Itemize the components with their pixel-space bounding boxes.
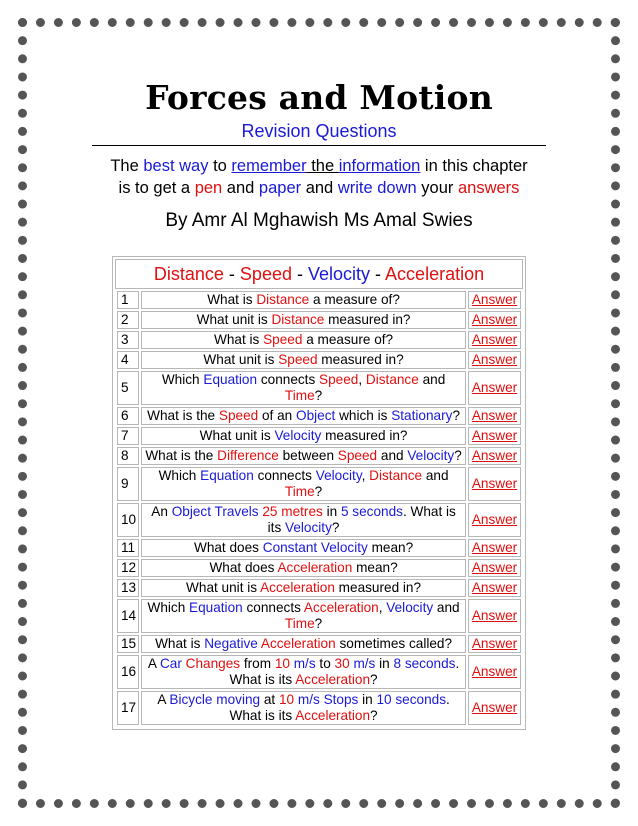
- question-row: [117, 407, 521, 425]
- text-segment: pen: [194, 179, 223, 197]
- question-text: [141, 351, 466, 369]
- text-segment: ?: [314, 616, 323, 631]
- text-segment: Speed: [337, 448, 378, 463]
- text-segment: Velocity: [307, 264, 371, 284]
- text-segment: 25 metres: [262, 504, 323, 519]
- text-segment: measured in?: [321, 428, 408, 443]
- text-segment: m/s: [297, 692, 320, 707]
- text-segment: ?: [314, 484, 323, 499]
- question-text: [141, 427, 466, 445]
- question-number: 16: [117, 655, 139, 689]
- question-row: [117, 655, 521, 689]
- text-segment: of an: [258, 408, 297, 423]
- text-segment: Equation: [203, 372, 258, 387]
- text-segment: Distance: [256, 292, 310, 307]
- question-text: [141, 447, 466, 465]
- question-row: [117, 539, 521, 557]
- text-segment: a measure of?: [302, 332, 394, 347]
- answer-link[interactable]: Answer: [468, 599, 521, 633]
- text-segment: measured in?: [324, 312, 411, 327]
- text-segment: best way: [143, 157, 209, 175]
- question-text: [141, 635, 466, 653]
- question-text: [141, 655, 466, 689]
- text-segment: Car: [159, 656, 182, 671]
- answer-link[interactable]: Answer: [468, 691, 521, 725]
- title-divider: [92, 145, 546, 146]
- text-segment: connects: [242, 600, 304, 615]
- text-segment: and: [377, 448, 408, 463]
- question-text: [141, 371, 466, 405]
- question-number: 15: [117, 635, 139, 653]
- question-row: [117, 579, 521, 597]
- text-segment: -: [223, 264, 240, 284]
- question-number: 7: [117, 427, 139, 445]
- text-segment: Acceleration: [260, 636, 336, 651]
- text-segment: What unit is: [196, 312, 272, 327]
- text-segment: mean?: [367, 540, 414, 555]
- text-segment: -: [291, 264, 308, 284]
- text-segment: Which: [161, 372, 204, 387]
- question-text: [141, 691, 466, 725]
- text-segment: 10: [278, 692, 295, 707]
- text-segment: ?: [331, 520, 340, 535]
- question-text: [141, 539, 466, 557]
- text-segment: connects: [253, 468, 316, 483]
- intro-line-1: [60, 155, 578, 177]
- text-segment: ?: [452, 408, 460, 423]
- text-segment: Equation: [200, 468, 254, 483]
- text-segment: from: [240, 656, 275, 671]
- answer-link[interactable]: Answer: [468, 467, 521, 501]
- question-number: 14: [117, 599, 139, 633]
- text-segment: 8 seconds: [393, 656, 456, 671]
- text-segment: ?: [454, 448, 462, 463]
- question-number: 4: [117, 351, 139, 369]
- text-segment: Velocity: [386, 600, 434, 615]
- text-segment: Acceleration: [295, 708, 371, 723]
- text-segment: your: [416, 179, 458, 197]
- text-segment: which is: [335, 408, 392, 423]
- text-segment: Time: [284, 388, 315, 403]
- text-segment: What does: [193, 540, 263, 555]
- text-segment: Acceleration: [303, 600, 379, 615]
- text-segment: Distance: [153, 264, 224, 284]
- text-segment: information: [338, 157, 421, 175]
- question-number: 11: [117, 539, 139, 557]
- text-segment: Distance: [271, 312, 325, 327]
- question-number: 17: [117, 691, 139, 725]
- text-segment: 10: [274, 656, 290, 671]
- answer-link[interactable]: Answer: [468, 559, 521, 577]
- text-segment: What is the: [145, 448, 218, 463]
- answer-link[interactable]: Answer: [468, 351, 521, 369]
- question-row: [117, 427, 521, 445]
- text-segment: Which: [158, 468, 201, 483]
- text-segment: connects: [257, 372, 320, 387]
- text-segment: and: [222, 179, 259, 197]
- text-segment: ?: [370, 672, 378, 687]
- text-segment: Stops: [323, 692, 359, 707]
- text-segment: Acceleration: [260, 580, 335, 595]
- text-segment: Negative: [204, 636, 258, 651]
- question-number: 3: [117, 331, 139, 349]
- question-text: [141, 407, 466, 425]
- text-segment: measured in?: [317, 352, 404, 367]
- text-segment: Which: [147, 600, 190, 615]
- question-row: [117, 635, 521, 653]
- text-segment: Distance: [369, 468, 423, 483]
- text-segment: 30: [334, 656, 350, 671]
- text-segment: Object: [171, 504, 211, 519]
- answer-link[interactable]: Answer: [468, 427, 521, 445]
- text-segment: Time: [284, 616, 315, 631]
- answer-link[interactable]: Answer: [468, 503, 521, 537]
- text-segment: What unit is: [203, 352, 279, 367]
- question-text: [141, 311, 466, 329]
- text-segment: -: [370, 264, 386, 284]
- text-segment: measured in?: [334, 580, 422, 595]
- text-segment: mean?: [352, 560, 398, 575]
- question-text: [141, 579, 466, 597]
- answer-link[interactable]: Answer: [468, 579, 521, 597]
- question-number: 12: [117, 559, 139, 577]
- text-segment: . What is its: [267, 504, 456, 535]
- text-segment: Velocity: [285, 520, 332, 535]
- answer-link[interactable]: Answer: [468, 635, 521, 653]
- text-segment: Distance: [365, 372, 419, 387]
- text-segment: What unit is: [186, 580, 261, 595]
- text-segment: sometimes called?: [335, 636, 453, 651]
- question-number: 2: [117, 311, 139, 329]
- answer-link[interactable]: Answer: [468, 539, 521, 557]
- question-text: [141, 331, 466, 349]
- question-row: [117, 691, 521, 725]
- table-header: [115, 259, 523, 289]
- answer-link[interactable]: Answer: [468, 655, 521, 689]
- text-segment: to: [208, 157, 232, 175]
- authors-line: By Amr Al Mghawish Ms Amal Swies: [165, 210, 473, 231]
- question-text: [141, 467, 466, 501]
- text-segment: An: [151, 504, 172, 519]
- text-segment: A: [157, 692, 170, 707]
- text-segment: 5 seconds: [340, 504, 403, 519]
- text-segment: Speed: [278, 352, 318, 367]
- question-row: [117, 351, 521, 369]
- text-segment: and: [418, 372, 446, 387]
- text-segment: ,: [361, 468, 370, 483]
- answer-link[interactable]: Answer: [468, 407, 521, 425]
- text-segment: . What is its: [229, 656, 460, 687]
- text-segment: Changes: [185, 656, 241, 671]
- question-number: 6: [117, 407, 139, 425]
- text-segment: A: [147, 656, 160, 671]
- text-segment: Speed: [319, 372, 359, 387]
- text-segment: in: [375, 656, 394, 671]
- text-segment: answers: [457, 179, 520, 197]
- questions-grid: [115, 289, 523, 727]
- question-row: [117, 447, 521, 465]
- text-segment: between: [278, 448, 338, 463]
- question-number: 5: [117, 371, 139, 405]
- text-segment: Acceleration: [277, 560, 353, 575]
- question-row: [117, 467, 521, 501]
- question-row: [117, 311, 521, 329]
- text-segment: ?: [314, 388, 323, 403]
- text-segment: Acceleration: [295, 672, 371, 687]
- question-row: [117, 331, 521, 349]
- text-segment: in: [358, 692, 377, 707]
- text-segment: write down: [337, 179, 417, 197]
- text-segment: in: [322, 504, 341, 519]
- text-segment: and: [433, 600, 460, 615]
- text-segment: at: [260, 692, 279, 707]
- text-segment: is to get a: [118, 179, 195, 197]
- text-segment: ,: [358, 372, 366, 387]
- text-segment: in this chapter: [420, 157, 528, 175]
- text-segment: Object: [296, 408, 336, 423]
- question-number: 13: [117, 579, 139, 597]
- text-segment: What is: [214, 332, 264, 347]
- questions-table: [112, 256, 526, 730]
- text-segment: Speed: [239, 264, 292, 284]
- text-segment: Stationary: [391, 408, 453, 423]
- answer-link[interactable]: Answer: [468, 311, 521, 329]
- question-text: [141, 559, 466, 577]
- text-segment: What does: [209, 560, 278, 575]
- text-segment: the: [306, 157, 339, 175]
- text-segment: remember: [231, 157, 307, 175]
- text-segment: 10 seconds: [376, 692, 447, 707]
- text-segment: a measure of?: [309, 292, 400, 307]
- text-segment: The: [110, 157, 144, 175]
- text-segment: m/s: [353, 656, 376, 671]
- question-row: [117, 599, 521, 633]
- text-segment: Travels: [214, 504, 259, 519]
- intro-paragraph: [60, 155, 578, 199]
- page-subtitle: Revision Questions: [241, 121, 397, 141]
- text-segment: m/s: [293, 656, 316, 671]
- question-row: [117, 291, 521, 309]
- intro-line-2: [60, 177, 578, 199]
- text-segment: Difference: [217, 448, 279, 463]
- text-segment: What is: [207, 292, 257, 307]
- text-segment: Velocity: [274, 428, 322, 443]
- text-segment: moving: [216, 692, 261, 707]
- question-text: [141, 291, 466, 309]
- question-number: 8: [117, 447, 139, 465]
- text-segment: paper: [258, 179, 302, 197]
- text-segment: and: [301, 179, 338, 197]
- text-segment: ,: [378, 600, 387, 615]
- question-row: [117, 503, 521, 537]
- question-number: 9: [117, 467, 139, 501]
- text-segment: ?: [370, 708, 378, 723]
- text-segment: Constant Velocity: [262, 540, 368, 555]
- text-segment: Time: [284, 484, 315, 499]
- text-segment: to: [315, 656, 335, 671]
- answer-link[interactable]: Answer: [468, 291, 521, 309]
- text-segment: and: [422, 468, 449, 483]
- text-segment: What unit is: [199, 428, 275, 443]
- question-row: [117, 559, 521, 577]
- answer-link[interactable]: Answer: [468, 371, 521, 405]
- text-segment: . What is its: [229, 692, 450, 723]
- answer-link[interactable]: Answer: [468, 331, 521, 349]
- text-segment: Equation: [189, 600, 243, 615]
- question-row: [117, 371, 521, 405]
- text-segment: What is the: [147, 408, 219, 423]
- answer-link[interactable]: Answer: [468, 447, 521, 465]
- question-number: 10: [117, 503, 139, 537]
- text-segment: Speed: [218, 408, 259, 423]
- text-segment: Bicycle: [169, 692, 213, 707]
- text-segment: Acceleration: [385, 264, 485, 284]
- text-segment: Velocity: [407, 448, 455, 463]
- text-segment: Speed: [263, 332, 303, 347]
- text-segment: What is: [155, 636, 205, 651]
- question-text: [141, 599, 466, 633]
- question-number: 1: [117, 291, 139, 309]
- text-segment: Velocity: [315, 468, 362, 483]
- page-title: Forces and Motion: [145, 78, 493, 117]
- question-text: [141, 503, 466, 537]
